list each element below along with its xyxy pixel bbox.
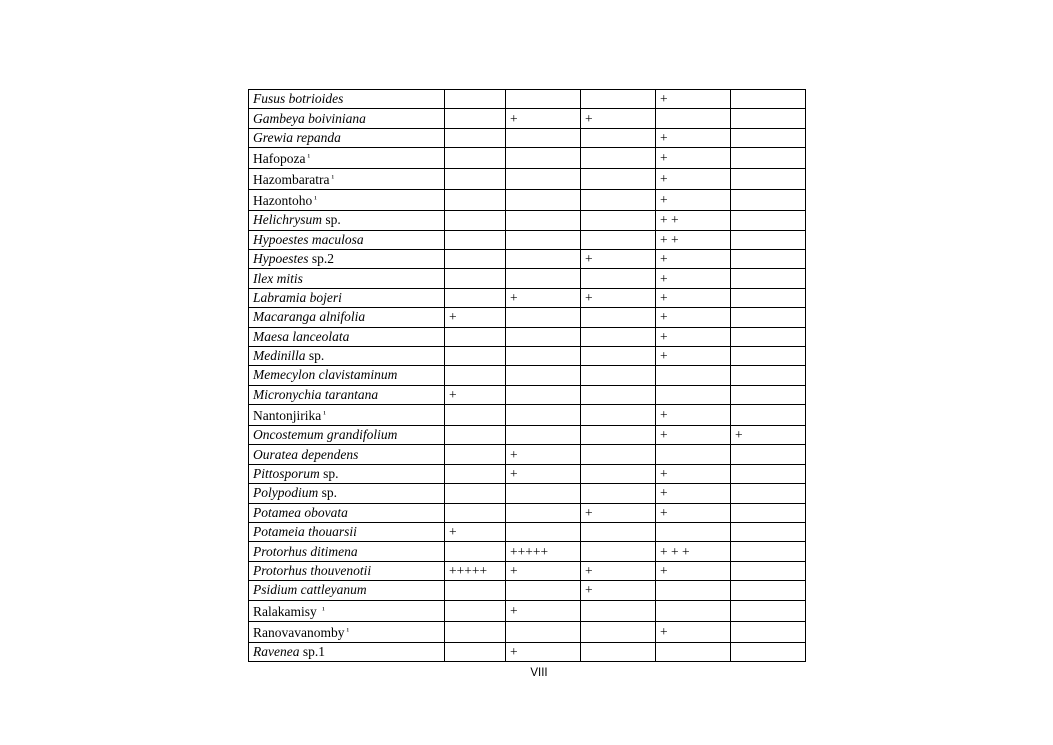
presence-cell	[506, 503, 581, 522]
presence-cell: +	[656, 426, 731, 445]
presence-cell: +	[656, 464, 731, 483]
presence-cell: +	[656, 621, 731, 642]
footnote-marker: ¹	[314, 194, 317, 205]
species-name-text: Ralakamisy	[253, 603, 321, 619]
species-name-text: Macaranga alnifolia	[253, 309, 366, 325]
presence-cell: +	[506, 464, 581, 483]
presence-cell	[506, 249, 581, 268]
presence-cell: + +	[656, 230, 731, 249]
table-row	[249, 642, 806, 661]
species-name-cell	[249, 503, 445, 522]
presence-cell: +	[581, 561, 656, 580]
species-name-text: Micronychia tarantana	[253, 386, 379, 402]
species-name-text: Hafopoza	[253, 151, 306, 167]
presence-cell	[731, 385, 806, 404]
species-name-text: Grewia repanda	[253, 129, 341, 145]
species-name-text: Ranovavanomby	[253, 624, 345, 640]
species-name-text: Ouratea dependens	[253, 446, 359, 462]
species-name-text: Labramia bojeri	[253, 289, 342, 305]
presence-cell	[731, 621, 806, 642]
presence-cell: +	[506, 288, 581, 307]
presence-cell	[506, 366, 581, 385]
presence-cell	[581, 523, 656, 542]
species-name-text: Nantonjirika	[253, 408, 322, 424]
species-name-cell	[249, 249, 445, 268]
presence-cell	[581, 308, 656, 327]
presence-cell	[445, 464, 506, 483]
presence-cell: +	[656, 346, 731, 365]
species-name-cell	[249, 621, 445, 642]
species-name-text: sp.1	[299, 643, 325, 659]
table-row	[249, 503, 806, 522]
presence-cell: +	[581, 503, 656, 522]
presence-cell	[656, 642, 731, 661]
presence-cell	[581, 190, 656, 211]
presence-cell	[445, 288, 506, 307]
species-name-cell	[249, 346, 445, 365]
species-name-cell	[249, 581, 445, 600]
presence-cell: +	[656, 169, 731, 190]
presence-cell	[445, 366, 506, 385]
table-row	[249, 90, 806, 109]
presence-cell: +	[656, 190, 731, 211]
presence-cell	[731, 288, 806, 307]
species-name-text: Protorhus thouvenotii	[253, 563, 372, 578]
presence-cell	[731, 484, 806, 503]
presence-cell: +++++	[506, 542, 581, 561]
footnote-marker: ¹	[322, 604, 325, 615]
table-row	[249, 288, 806, 307]
presence-cell	[445, 426, 506, 445]
presence-cell	[656, 445, 731, 464]
presence-cell	[506, 346, 581, 365]
presence-cell	[506, 211, 581, 230]
presence-cell	[445, 90, 506, 109]
presence-cell	[445, 249, 506, 268]
presence-cell: +	[506, 642, 581, 661]
presence-cell	[506, 385, 581, 404]
presence-cell	[445, 484, 506, 503]
table-row	[249, 464, 806, 483]
presence-cell	[731, 109, 806, 128]
presence-cell	[506, 169, 581, 190]
presence-cell: +	[445, 523, 506, 542]
presence-cell: +	[656, 405, 731, 426]
presence-cell	[581, 169, 656, 190]
species-name-cell	[249, 211, 445, 230]
table-row	[249, 385, 806, 404]
presence-cell	[581, 484, 656, 503]
presence-cell	[731, 642, 806, 661]
presence-cell	[731, 190, 806, 211]
table-row	[249, 366, 806, 385]
presence-cell	[581, 148, 656, 169]
presence-cell: +	[445, 308, 506, 327]
species-name-cell	[249, 269, 445, 288]
presence-cell	[445, 503, 506, 522]
presence-cell	[581, 600, 656, 621]
presence-cell	[731, 90, 806, 109]
presence-cell: +	[656, 249, 731, 268]
species-name-text: Ravenea	[253, 643, 300, 659]
table-row	[249, 128, 806, 147]
presence-cell: +	[656, 90, 731, 109]
presence-cell	[581, 621, 656, 642]
table-row	[249, 269, 806, 288]
presence-cell	[731, 561, 806, 580]
species-name-cell	[249, 169, 445, 190]
species-name-cell	[249, 600, 445, 621]
page-number: VIII	[530, 667, 548, 679]
presence-cell	[445, 211, 506, 230]
presence-cell	[506, 90, 581, 109]
presence-cell	[731, 445, 806, 464]
table-row	[249, 600, 806, 621]
presence-cell	[506, 621, 581, 642]
presence-cell: +	[445, 385, 506, 404]
species-name-text: Protorhus ditimena	[253, 543, 358, 559]
species-name-cell	[249, 542, 445, 561]
presence-cell	[656, 600, 731, 621]
species-name-text: Helichrysum	[253, 212, 322, 228]
presence-cell	[656, 523, 731, 542]
presence-cell	[445, 542, 506, 561]
table-row	[249, 230, 806, 249]
presence-cell	[445, 169, 506, 190]
presence-cell	[731, 128, 806, 147]
presence-cell: +++++	[445, 561, 506, 580]
presence-cell	[506, 581, 581, 600]
presence-cell	[581, 464, 656, 483]
presence-cell	[731, 366, 806, 385]
species-name-text: Polypodium	[253, 485, 319, 501]
species-name-cell	[249, 230, 445, 249]
table-row	[249, 346, 806, 365]
footnote-marker: ¹	[323, 409, 326, 420]
presence-cell	[581, 211, 656, 230]
presence-cell	[731, 503, 806, 522]
presence-cell	[656, 581, 731, 600]
presence-cell	[731, 581, 806, 600]
species-name-cell	[249, 308, 445, 327]
presence-cell	[731, 308, 806, 327]
species-name-cell	[249, 385, 445, 404]
species-name-cell	[249, 109, 445, 128]
presence-cell	[656, 109, 731, 128]
presence-cell: +	[731, 426, 806, 445]
species-name-cell	[249, 148, 445, 169]
table-row	[249, 169, 806, 190]
species-name-text: Psidium cattleyanum	[253, 582, 367, 598]
presence-cell	[581, 346, 656, 365]
species-name-text: Hypoestes maculosa	[253, 231, 364, 247]
presence-cell: +	[581, 581, 656, 600]
presence-cell: +	[656, 148, 731, 169]
presence-cell	[731, 327, 806, 346]
presence-cell: +	[506, 445, 581, 464]
presence-cell	[731, 211, 806, 230]
species-name-cell	[249, 288, 445, 307]
species-name-text: Potamea obovata	[253, 504, 348, 520]
presence-cell: +	[656, 128, 731, 147]
species-name-text: Hypoestes	[253, 251, 309, 267]
presence-cell	[581, 385, 656, 404]
species-name-text: Hazombaratra	[253, 172, 330, 188]
presence-cell	[445, 230, 506, 249]
presence-cell	[581, 642, 656, 661]
species-name-text: sp.	[319, 466, 339, 482]
table-row	[249, 190, 806, 211]
footnote-marker: ¹	[346, 625, 350, 636]
presence-cell	[445, 109, 506, 128]
table-row	[249, 308, 806, 327]
presence-cell: +	[581, 288, 656, 307]
presence-cell	[731, 346, 806, 365]
presence-cell	[731, 148, 806, 169]
presence-cell	[445, 128, 506, 147]
presence-cell: +	[581, 249, 656, 268]
presence-cell	[581, 327, 656, 346]
presence-cell	[506, 523, 581, 542]
table-row	[249, 542, 806, 561]
presence-cell	[445, 269, 506, 288]
species-name-cell	[249, 190, 445, 211]
presence-cell	[445, 642, 506, 661]
table-row	[249, 109, 806, 128]
species-name-text: Medinilla	[253, 348, 306, 364]
species-name-cell	[249, 327, 445, 346]
presence-cell	[581, 90, 656, 109]
species-name-cell	[249, 128, 445, 147]
species-presence-table	[248, 89, 806, 662]
species-name-text: Potameia thouarsii	[253, 524, 357, 540]
table-row	[249, 445, 806, 464]
presence-cell	[445, 148, 506, 169]
species-name-text: Ilex mitis	[253, 270, 303, 286]
species-name-cell	[249, 405, 445, 426]
presence-cell: +	[656, 484, 731, 503]
presence-cell	[445, 621, 506, 642]
presence-cell: +	[656, 308, 731, 327]
presence-cell	[506, 308, 581, 327]
presence-cell	[506, 327, 581, 346]
presence-cell	[445, 190, 506, 211]
table-row	[249, 148, 806, 169]
presence-cell: +	[506, 561, 581, 580]
species-name-cell	[249, 523, 445, 542]
presence-cell	[506, 426, 581, 445]
presence-cell	[581, 128, 656, 147]
presence-cell	[506, 190, 581, 211]
table-row	[249, 484, 806, 503]
species-name-cell	[249, 561, 445, 580]
species-name-text: Oncostemum grandifolium	[253, 427, 398, 443]
footnote-marker: ¹	[307, 152, 311, 163]
presence-cell	[731, 405, 806, 426]
table-row	[249, 249, 806, 268]
footnote-marker: ¹	[331, 173, 335, 184]
species-name-text: Fusus botrioides	[253, 91, 344, 107]
presence-cell: +	[581, 109, 656, 128]
table-row	[249, 327, 806, 346]
presence-cell	[731, 600, 806, 621]
table-row	[249, 581, 806, 600]
presence-cell	[581, 405, 656, 426]
table-row	[249, 621, 806, 642]
presence-cell	[445, 327, 506, 346]
species-name-cell	[249, 426, 445, 445]
presence-cell	[656, 385, 731, 404]
presence-cell	[581, 542, 656, 561]
table-row	[249, 523, 806, 542]
presence-cell: + + +	[656, 542, 731, 561]
presence-cell	[581, 445, 656, 464]
presence-cell: +	[506, 600, 581, 621]
presence-cell	[445, 405, 506, 426]
presence-cell	[506, 230, 581, 249]
presence-cell	[731, 523, 806, 542]
presence-cell: + +	[656, 211, 731, 230]
species-name-text: sp.	[318, 485, 338, 501]
table-row	[249, 211, 806, 230]
table-row	[249, 561, 806, 580]
species-name-cell	[249, 484, 445, 503]
presence-cell	[445, 581, 506, 600]
species-name-text: Memecylon clavistaminum	[253, 367, 398, 383]
presence-cell	[506, 405, 581, 426]
presence-cell	[731, 269, 806, 288]
presence-cell	[731, 464, 806, 483]
table-body	[249, 90, 806, 662]
presence-cell	[731, 169, 806, 190]
species-name-text: Hazontoho	[253, 193, 313, 209]
presence-cell	[731, 249, 806, 268]
presence-cell	[731, 230, 806, 249]
presence-cell	[506, 269, 581, 288]
species-name-text: Maesa lanceolata	[253, 328, 350, 344]
presence-cell	[656, 366, 731, 385]
presence-cell	[506, 484, 581, 503]
species-name-text: sp.	[321, 212, 341, 228]
presence-cell	[581, 366, 656, 385]
species-name-cell	[249, 90, 445, 109]
presence-cell: +	[656, 561, 731, 580]
species-name-cell	[249, 642, 445, 661]
presence-cell: +	[656, 288, 731, 307]
presence-cell	[581, 230, 656, 249]
presence-cell: +	[656, 269, 731, 288]
presence-cell	[506, 128, 581, 147]
species-name-cell	[249, 445, 445, 464]
species-name-text: Gambeya boiviniana	[253, 110, 366, 126]
presence-cell	[581, 269, 656, 288]
presence-cell	[445, 445, 506, 464]
presence-cell: +	[656, 503, 731, 522]
table-row	[249, 426, 806, 445]
species-name-text: Pittosporum	[253, 466, 320, 482]
presence-cell	[731, 542, 806, 561]
presence-cell	[445, 600, 506, 621]
species-name-text: sp.2	[308, 251, 334, 267]
species-name-cell	[249, 464, 445, 483]
species-name-text: sp.	[305, 348, 325, 364]
presence-cell	[445, 346, 506, 365]
presence-cell: +	[656, 327, 731, 346]
presence-cell	[581, 426, 656, 445]
presence-cell	[506, 148, 581, 169]
table-row	[249, 405, 806, 426]
presence-cell: +	[506, 109, 581, 128]
species-name-cell	[249, 366, 445, 385]
